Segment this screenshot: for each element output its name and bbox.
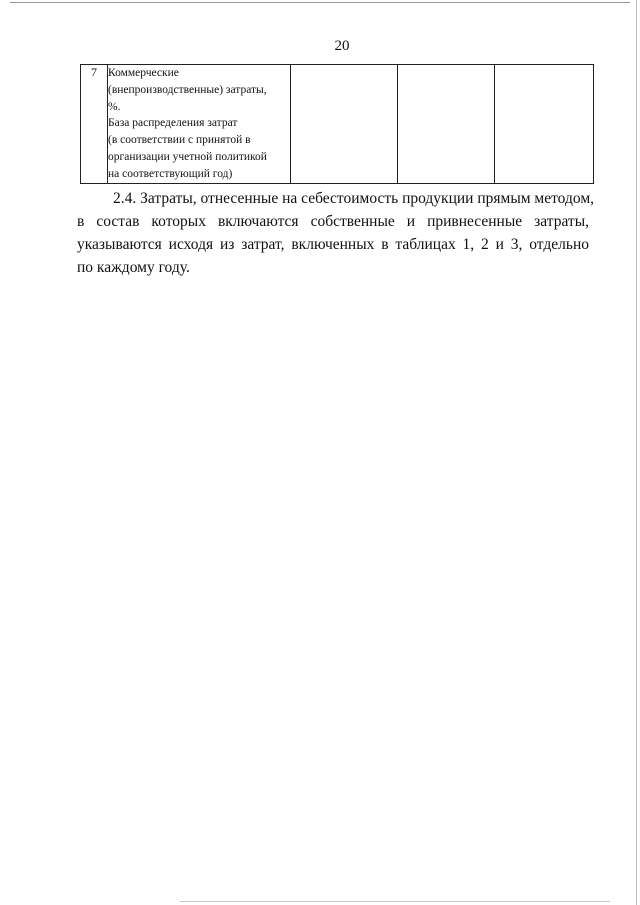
description-line: %. — [108, 100, 121, 113]
page-number: 20 — [334, 38, 350, 54]
description-line: организации учетной политикой — [108, 150, 267, 163]
description-line: на соответствующий год) — [108, 167, 233, 180]
paragraph-line: в состав которых включаются собственные и привнесенные затраты, — [77, 213, 589, 230]
paragraph-2-4 — [77, 187, 595, 279]
description-line: База распределения затрат — [108, 117, 238, 130]
row-description-cell — [108, 65, 291, 184]
description-line: (в соответствии с принятой в — [108, 134, 251, 147]
description-line: (внепроизводственные) затраты, — [108, 83, 267, 96]
scan-edge-right — [636, 0, 637, 905]
paragraph-line: указываются исходя из затрат, включенных в таблицах 1, 2 и 3, отдельно — [77, 236, 589, 253]
scan-edge-top — [10, 2, 630, 3]
cost-table — [80, 64, 594, 184]
value-cell-2 — [398, 65, 495, 184]
description-line: Коммерческие — [108, 67, 179, 79]
paragraph-line: 2.4. Затраты, отнесенные на себестоимость продукции прямым методом, — [113, 190, 595, 207]
paragraph-line: по каждому году. — [77, 259, 190, 276]
scan-edge-bottom — [180, 901, 610, 902]
table-row — [81, 65, 594, 184]
value-cell-1 — [291, 65, 398, 184]
row-number-cell: 7 — [81, 65, 108, 184]
value-cell-3 — [495, 65, 594, 184]
